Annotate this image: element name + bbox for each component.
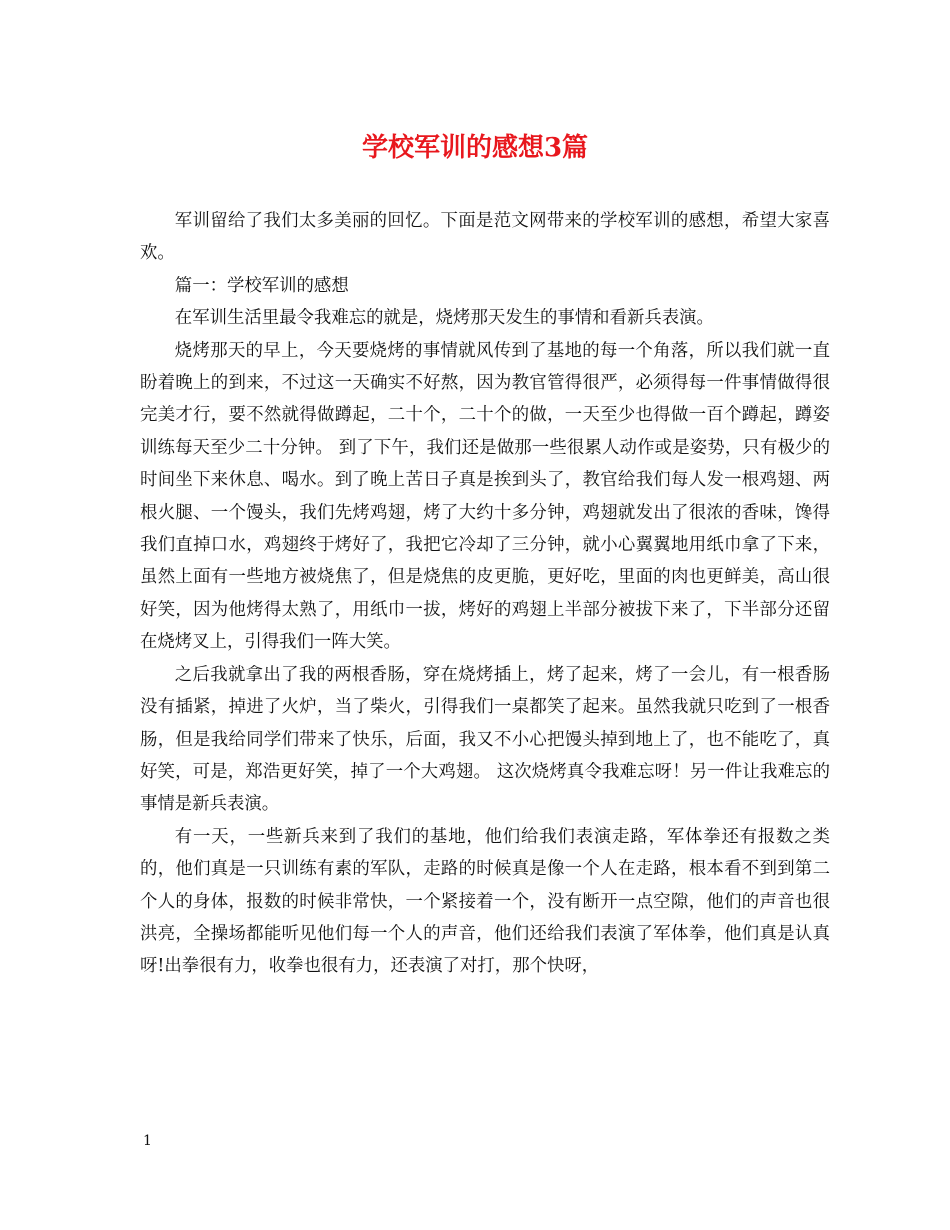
paragraph-opening: 在军训生活里最令我难忘的就是，烧烤那天发生的事情和看新兵表演。 xyxy=(174,308,714,329)
document-title: 学校军训的感想3篇 xyxy=(361,133,589,163)
paragraph-sausages: 之后我就拿出了我的两根香肠，穿在烧烤插上，烤了起来，烤了一会儿，有一根香肠没有插紧，掉进了火炉，当了柴火，引得我们一桌都笑了起来。虽然我就只吃到了一根香肠，但是我给同学们带来了快乐，后面，我又不小心把馒头掉到地上了，也不能吃了，真好笑，可是，郑浩更好笑，掉了一个大鸡翅。 这次烧烤真令我难忘呀！另一件让我难忘的事情是新兵表演。 xyxy=(140,664,830,815)
paragraph-section-heading: 篇一：学校军训的感想 xyxy=(174,275,349,296)
page-number: 1 xyxy=(143,1133,152,1149)
paragraph-new-soldiers: 有一天，一些新兵来到了我们的基地，他们给我们表演走路，军体拳还有报数之类的，他们真是一只训练有素的军队，走路的时候真是像一个人在走路，根本看不到到第二个人的身体，报数的时候非常快，一个紧接着一个，没有断开一点空隙，他们的声音也很洪亮，全操场都能听见他们每一个人的声音，他们还给我们表演了军体拳，他们真是认真呀!出拳很有力，收拳也很有力，还表演了对打，那个快呀， xyxy=(140,826,830,977)
document-body xyxy=(140,205,830,983)
paragraph-intro: 军训留给了我们太多美丽的回忆。下面是范文网带来的学校军训的感想，希望大家喜欢。 xyxy=(140,211,830,264)
paragraph-barbecue-day: 烧烤那天的早上，今天要烧烤的事情就风传到了基地的每一个角落，所以我们就一直盼着晚上的到来，不过这一天确实不好熬，因为教官管得很严，必须得每一件事情做得很完美才行，要不然就得做蹲起，二十个，二十个的做，一天至少也得做一百个蹲起，蹲姿训练每天至少二十分钟。 到了下午，我们还是做那一些很累人动作或是姿势，只有极少的时间坐下来休息、喝水。到了晚上苦日子真是挨到头了，教官给我们每人发一根鸡翅、两根火腿、一个馒头，我们先烤鸡翅，烤了大约十多分钟，鸡翅就发出了很浓的香味，馋得我们直掉口水，鸡翅终于烤好了，我把它冷却了三分钟，就小心翼翼地用纸巾拿了下来，虽然上面有一些地方被烧焦了，但是烧焦的皮更脆，更好吃，里面的肉也更鲜美，高山很好笑，因为他烤得太熟了，用纸巾一拔，烤好的鸡翅上半部分被拔下来了，下半部分还留在烧烤叉上，引得我们一阵大笑。 xyxy=(140,340,830,653)
